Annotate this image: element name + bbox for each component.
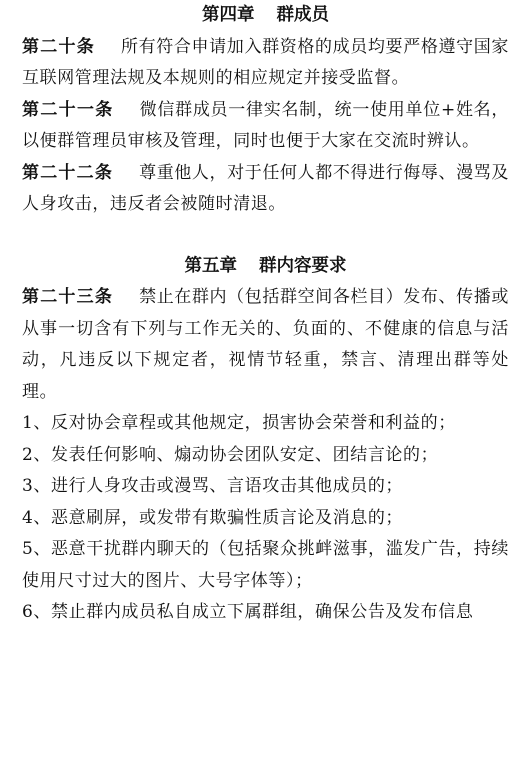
article-23 (22, 282, 509, 408)
chapter-4-title: 群成员 (276, 5, 329, 25)
article-number: 第二十三条 (22, 287, 114, 307)
article-text: 禁止在群内（包括群空间各栏目）发布、传播或从事一切含有下列与工作无关的、负面的、不健康的信息与活动，凡违反以下规定者，视情节轻重，禁言、清理出群等处理。 (22, 287, 509, 402)
chapter-5-heading (22, 251, 509, 283)
article-text: 尊重他人，对于任何人都不得进行侮辱、漫骂及人身攻击，违反者会被随时清退。 (22, 162, 509, 214)
article-21 (22, 95, 509, 158)
chapter-5-title: 群内容要求 (259, 255, 347, 276)
chapter-5-prefix: 第五章 (184, 255, 237, 276)
article-text: 所有符合申请加入群资格的成员均要严格遵守国家互联网管理法规及本规则的相应规定并接受监督。 (22, 36, 509, 88)
chapter-4-prefix: 第四章 (202, 5, 255, 25)
list-item: 5、恶意干扰群内聊天的（包括聚众挑衅滋事，滥发广告，持续使用尺寸过大的图片、大号字体等）； (22, 539, 509, 591)
article-22 (22, 158, 509, 221)
list-item: 2、发表任何影响、煽动协会团队安定、团结言论的； (22, 444, 439, 465)
article-number: 第二十一条 (22, 99, 114, 120)
article-number: 第二十二条 (22, 162, 114, 183)
chapter-4-heading (22, 0, 509, 32)
list-item: 3、进行人身攻击或漫骂、言语攻击其他成员的； (22, 476, 404, 496)
article-number: 第二十条 (22, 36, 95, 57)
list-item: 6、禁止群内成员私自成立下属群组，确保公告及发布信息 (22, 602, 474, 622)
list-item: 1、反对协会章程或其他规定，损害协会荣誉和利益的； (22, 413, 456, 433)
article-20 (22, 32, 509, 95)
article-text: 微信群成员一律实名制，统一使用单位+姓名，以便群管理员审核及管理，同时也便于大家在交流时辨认。 (22, 99, 510, 151)
list-item: 4、恶意刷屏，或发带有欺骗性质言论及消息的； (22, 507, 404, 528)
